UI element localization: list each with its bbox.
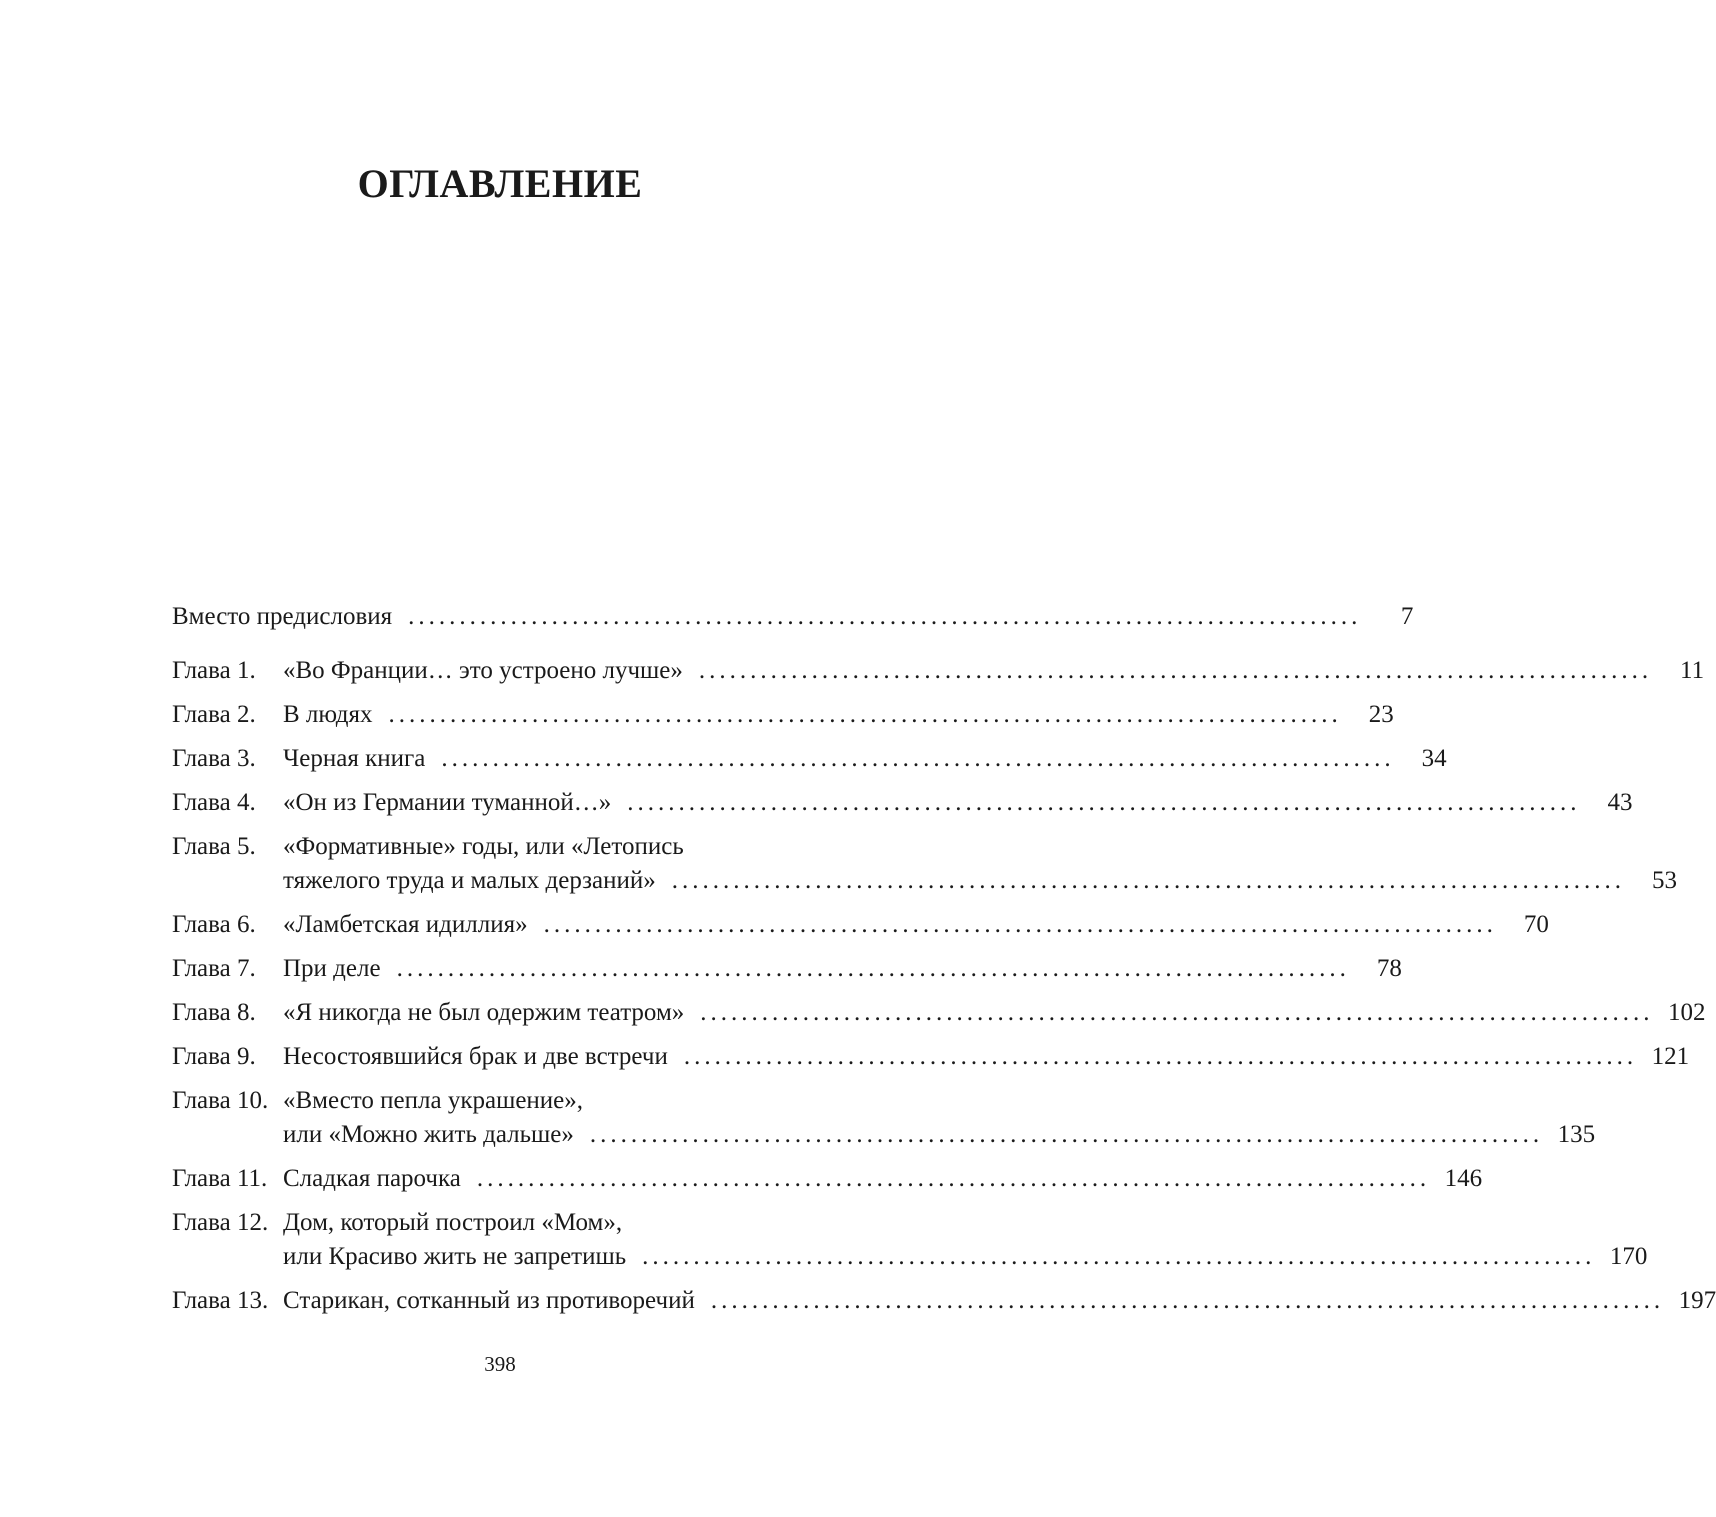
leader-dots: .............................................................................................	[476, 1165, 1431, 1192]
toc-entry-title-line-2: или «Можно жить дальше»	[283, 1121, 574, 1148]
leader-dots: .............................................................................................	[671, 867, 1625, 894]
leader-dots: .............................................................................................	[396, 955, 1350, 982]
toc-entry-page: 197	[1678, 1287, 1716, 1314]
toc-entry-chapter-7[interactable]	[172, 952, 1402, 986]
toc-entry-page: 53	[1651, 867, 1677, 894]
toc-entry-page: 170	[1609, 1243, 1648, 1270]
toc-entry-label: Глава 1.	[172, 657, 256, 684]
leader-dots: .............................................................................................	[627, 789, 1581, 816]
toc-entry-page: 11	[1680, 657, 1705, 684]
toc-entry-page: 43	[1607, 789, 1633, 816]
leader-dots: .............................................................................................	[543, 911, 1497, 938]
toc-entry-title: Несостоявшийся брак и две встречи	[283, 1043, 668, 1070]
toc-entry-title: Вместо предисловия	[172, 603, 393, 630]
toc-entry-label: Глава 12.	[172, 1209, 269, 1236]
toc-entry-chapter-9[interactable]	[172, 1040, 1690, 1074]
toc-entry-page: 70	[1523, 911, 1549, 938]
toc-entry-label: Глава 13.	[172, 1287, 269, 1314]
toc-entry-chapter-6[interactable]	[172, 908, 1549, 942]
toc-entry-label: Глава 8.	[172, 999, 256, 1026]
leader-dots: .............................................................................................	[710, 1287, 1665, 1314]
toc-entry-chapter-3[interactable]	[172, 742, 1447, 776]
toc-entry-chapter-11[interactable]	[172, 1162, 1483, 1196]
toc-entry-page: 102	[1668, 999, 1706, 1026]
toc-entry-title: «Он из Германии туманной…»	[283, 789, 612, 816]
leader-dots: .............................................................................................	[441, 745, 1395, 772]
toc-entry-title-line-1: «Формативные» годы, или «Летопись	[283, 833, 684, 860]
toc-entry-page: 34	[1421, 745, 1447, 772]
toc-entry-page: 121	[1651, 1043, 1690, 1070]
toc-entry-title-line-2: тяжелого труда и малых дерзаний»	[283, 867, 656, 894]
table-of-contents	[172, 600, 1716, 1318]
toc-entry-title: Черная книга	[283, 745, 426, 772]
toc-entry-title: Сладкая парочка	[283, 1165, 461, 1192]
toc-entry-chapter-4[interactable]	[172, 786, 1633, 820]
toc-entry-chapter-13[interactable]	[172, 1284, 1716, 1318]
toc-entry-title-line-1: Дом, который построил «Мом»,	[283, 1209, 623, 1236]
page-number: 398	[484, 1352, 516, 1376]
toc-entry-label: Глава 3.	[172, 745, 256, 772]
page-title: ОГЛАВЛЕНИЕ	[357, 161, 643, 206]
toc-entry-page: 78	[1376, 955, 1402, 982]
leader-dots: .............................................................................................	[408, 603, 1362, 630]
toc-entry-foreword[interactable]	[172, 600, 1414, 634]
toc-entry-label: Глава 11.	[172, 1165, 268, 1192]
leader-dots: .............................................................................................	[698, 657, 1653, 684]
toc-entry-page: 146	[1444, 1165, 1483, 1192]
toc-entry-page: 7	[1400, 603, 1414, 630]
toc-entry-label: Глава 7.	[172, 955, 256, 982]
toc-entry-chapter-12[interactable]	[172, 1206, 1648, 1274]
toc-entry-chapter-1[interactable]	[172, 654, 1705, 688]
leader-dots: .............................................................................................	[642, 1243, 1596, 1270]
toc-entry-label: Глава 4.	[172, 789, 256, 816]
toc-entry-chapter-8[interactable]	[172, 996, 1706, 1030]
toc-entry-page: 23	[1368, 701, 1394, 728]
leader-dots: .............................................................................................	[700, 999, 1654, 1026]
toc-entry-label: Глава 10.	[172, 1087, 269, 1114]
toc-entry-page: 135	[1557, 1121, 1596, 1148]
toc-entry-title: «Ламбетская идиллия»	[283, 911, 528, 938]
leader-dots: .............................................................................................	[683, 1043, 1638, 1070]
toc-entry-label: Глава 6.	[172, 911, 256, 938]
toc-entry-label: Глава 5.	[172, 833, 256, 860]
toc-entry-chapter-2[interactable]	[172, 698, 1394, 732]
leader-dots: .............................................................................................	[388, 701, 1342, 728]
toc-entry-title-line-1: «Вместо пепла украшение»,	[283, 1087, 584, 1114]
toc-entry-label: Глава 9.	[172, 1043, 256, 1070]
leader-dots: .............................................................................................	[589, 1121, 1544, 1148]
toc-entry-title-line-2: или Красиво жить не запретишь	[283, 1243, 627, 1270]
toc-entry-chapter-10[interactable]	[172, 1084, 1596, 1152]
toc-entry-title: В людях	[283, 701, 373, 728]
toc-entry-title: Старикан, сотканный из противоречий	[283, 1287, 695, 1314]
toc-entry-title: При деле	[283, 955, 381, 982]
toc-entry-title: «Я никогда не был одержим театром»	[283, 999, 685, 1026]
toc-entry-label: Глава 2.	[172, 701, 256, 728]
toc-entry-chapter-5[interactable]	[172, 830, 1677, 898]
toc-entry-title: «Во Франции… это устроено лучше»	[283, 657, 683, 684]
